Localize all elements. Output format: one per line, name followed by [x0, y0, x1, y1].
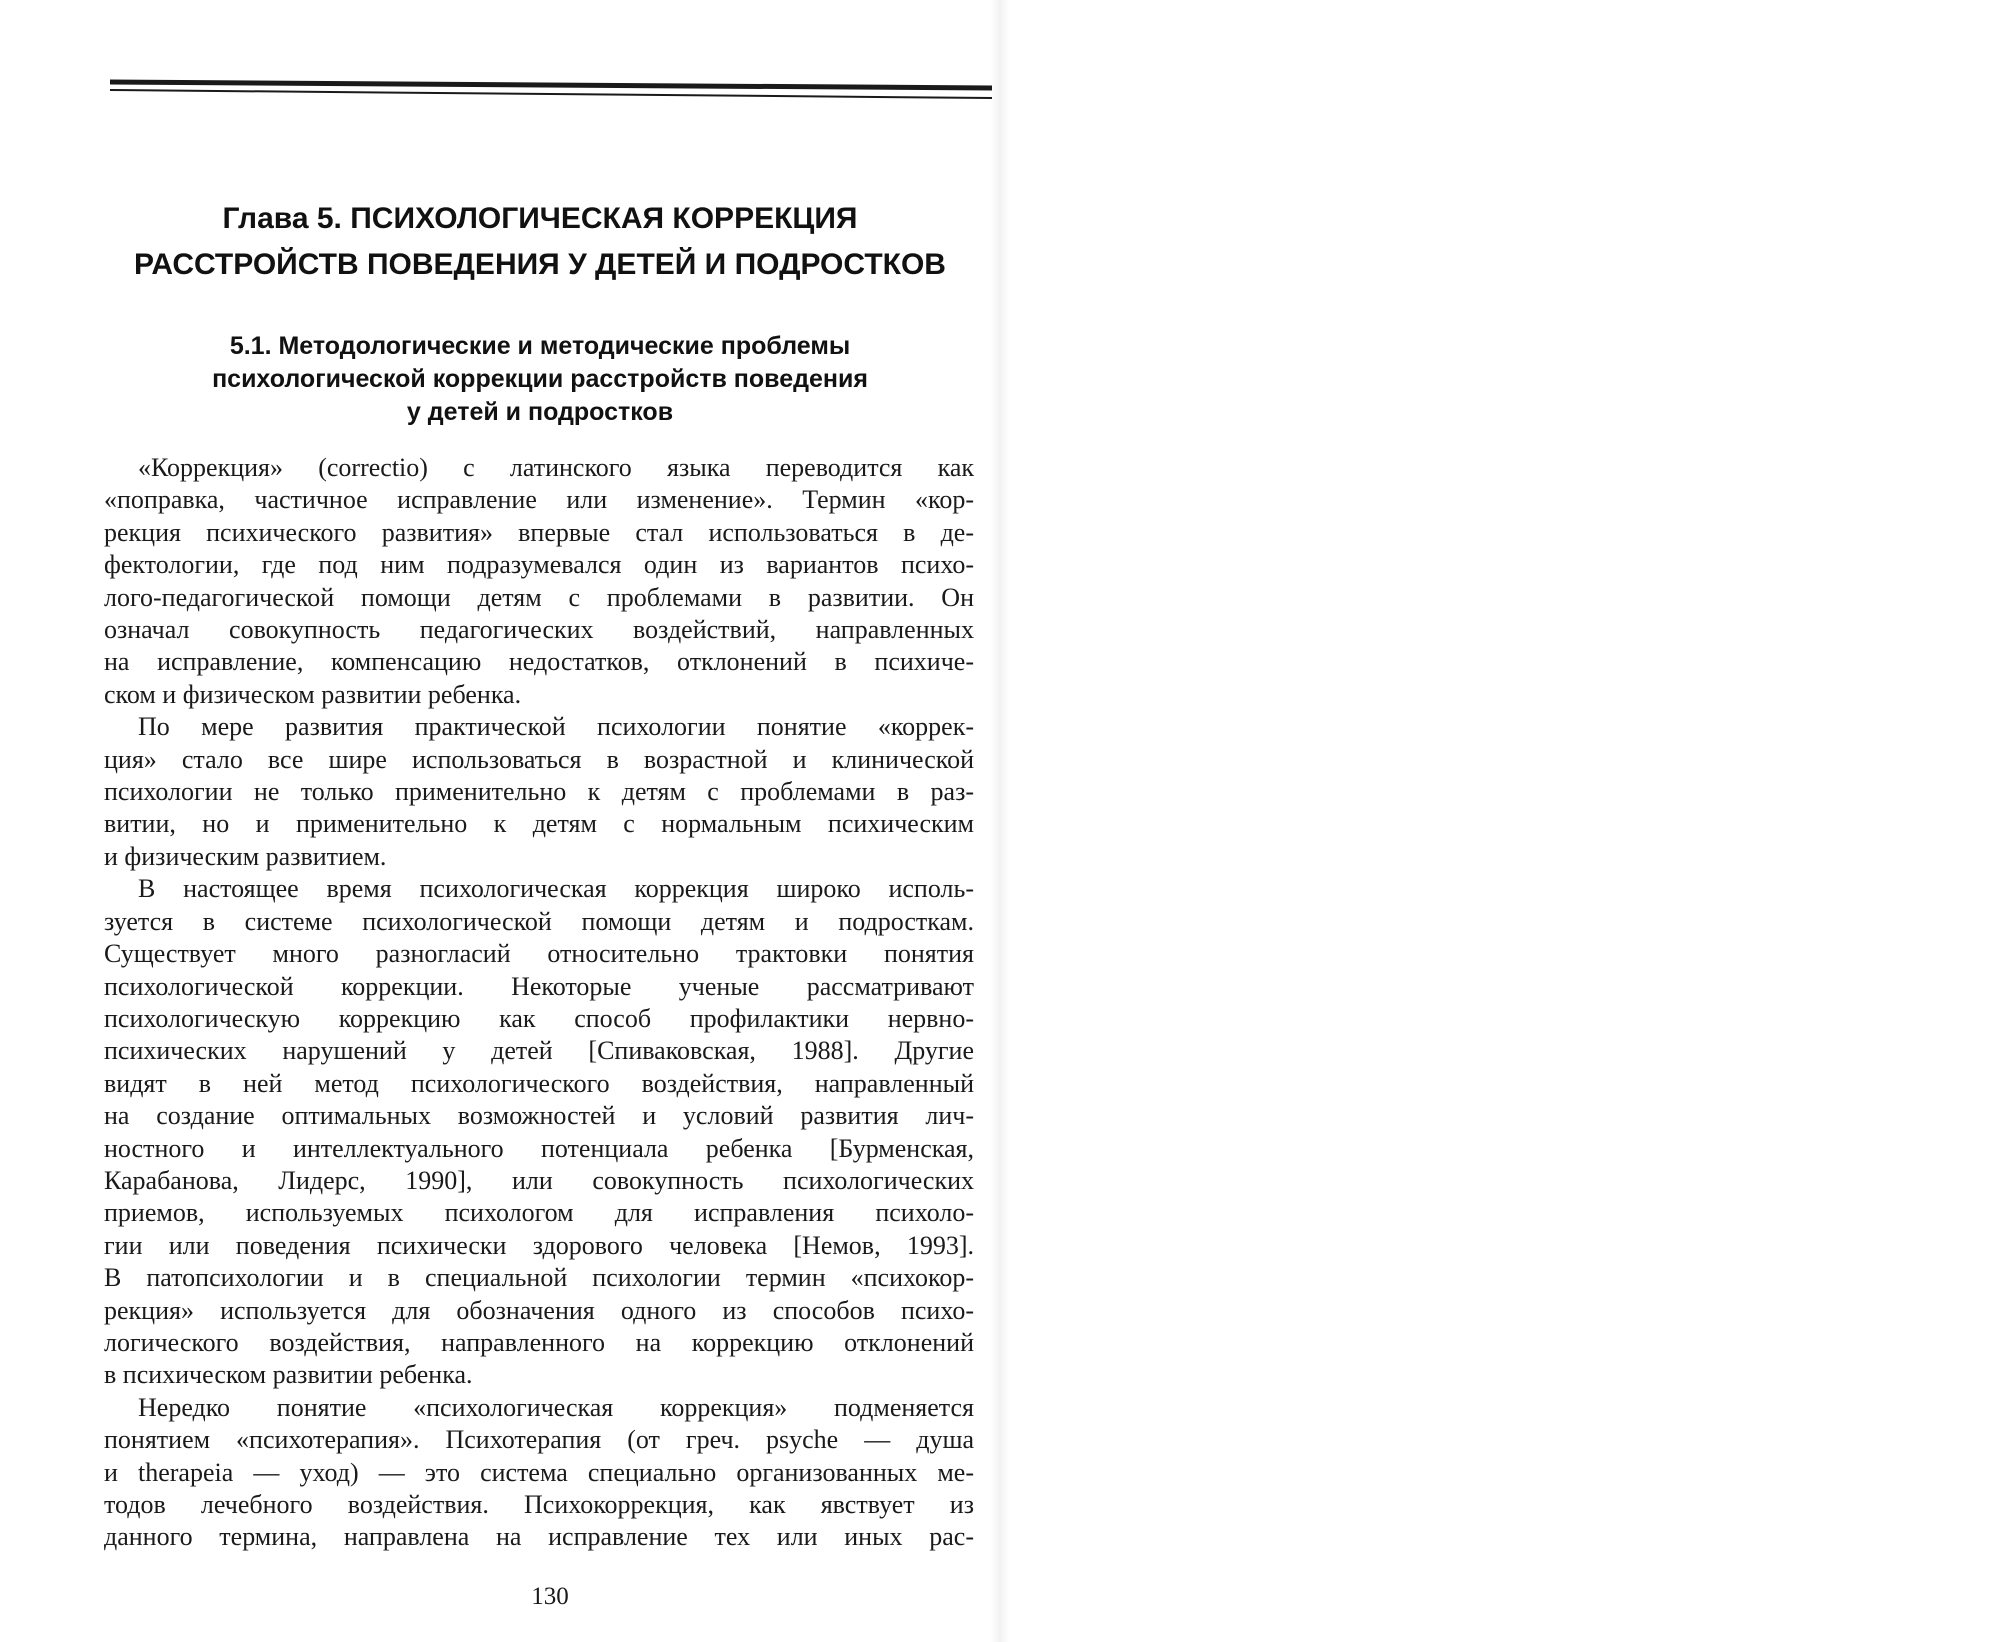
top-decorative-rule — [110, 72, 992, 106]
text-line: В патопсихологии и в специальной психологии термин «психокор- — [104, 1263, 974, 1293]
text-line: и therapeia — уход) — это система специально организованных ме- — [104, 1457, 974, 1487]
text-line: витии, но и применительно к детям с нормальным психическим — [104, 809, 974, 839]
text-line: психологии не только применительно к детям с проблемами в раз- — [104, 777, 974, 807]
text-line: Карабанова, Лидерс, 1990], или совокупность психологических — [104, 1165, 974, 1195]
text-line: психологическую коррекцию как способ профилактики нервно- — [104, 1003, 974, 1033]
text-line: психических нарушений у детей [Спиваковская, 1988]. Другие — [104, 1036, 974, 1066]
text-line: приемов, используемых психологом для исправления психоло- — [104, 1198, 974, 1228]
text-line: психологической коррекции. Некоторые ученые рассматривают — [104, 971, 974, 1001]
text-line: ция» стало все шире использоваться в возрастной и клинической — [104, 744, 974, 774]
text-line: тодов лечебного воздействия. Психокоррекция, как явствует из — [104, 1490, 974, 1519]
text-line: «Коррекция» (correctio) с латинского языка переводится как — [138, 453, 974, 482]
text-line: видят в ней метод психологического воздействия, направленный — [104, 1068, 974, 1098]
text-line: рекция психического развития» впервые стал использоваться в де- — [104, 517, 974, 547]
left-body-text — [104, 452, 974, 1554]
text-line: в психическом развитии ребенка. — [104, 1360, 473, 1390]
text-line: на создание оптимальных возможностей и условий развития лич- — [104, 1101, 974, 1131]
text-line: понятием «психотерапия». Психотерапия (от греч. psyche — душа — [104, 1425, 974, 1455]
text-line: ностного и интеллектуального потенциала ребенка [Бурменская, — [104, 1133, 974, 1163]
text-line: лого-педагогической помощи детям с проблемами в развитии. Он — [104, 582, 974, 612]
text-line: фектологии, где под ним подразумевался один из вариантов психо- — [104, 550, 974, 580]
text-line: данного термина, направлена на исправление тех или иных рас- — [104, 1522, 974, 1552]
text-line: и физическим развитием. — [104, 841, 387, 871]
right-page — [1000, 0, 2000, 1642]
text-line: означал совокупность педагогических воздействий, направленных — [104, 615, 974, 645]
section-title-line: 5.1. Методологические и методические проблемы — [229, 332, 851, 360]
text-line: «поправка, частичное исправление или изменение». Термин «кор- — [104, 485, 974, 515]
section-title-line: у детей и подростков — [406, 398, 674, 426]
page-number: 130 — [531, 1583, 569, 1610]
text-line: гии или поведения психически здорового человека [Немов, 1993]. — [104, 1230, 974, 1260]
text-line: По мере развития практической психологии понятие «коррек- — [138, 712, 974, 742]
section-title — [110, 330, 970, 429]
text-line: Существует много разногласий относительно трактовки понятия — [104, 939, 974, 969]
text-line: ском и физическом развитии ребенка. — [104, 679, 522, 709]
text-line: на исправление, компенсацию недостатков, отклонений в психиче- — [104, 647, 974, 677]
text-line: Нередко понятие «психологическая коррекция» подменяется — [138, 1392, 974, 1422]
text-line: рекция» используется для обозначения одного из способов психо- — [104, 1295, 974, 1325]
section-title-line: психологической коррекции расстройств поведения — [212, 365, 868, 393]
chapter-title: Глава 5. ПСИХОЛОГИЧЕСКАЯ КОРРЕКЦИЯ РАССТРОЙСТВ ПОВЕДЕНИЯ У ДЕТЕЙ И ПОДРОСТКОВ — [134, 202, 946, 281]
text-line: зуется в системе психологической помощи детям и подросткам. — [104, 906, 974, 936]
text-line: логического воздействия, направленного на коррекцию отклонений — [104, 1327, 974, 1357]
text-line: В настоящее время психологическая коррекция широко исполь- — [138, 874, 974, 904]
